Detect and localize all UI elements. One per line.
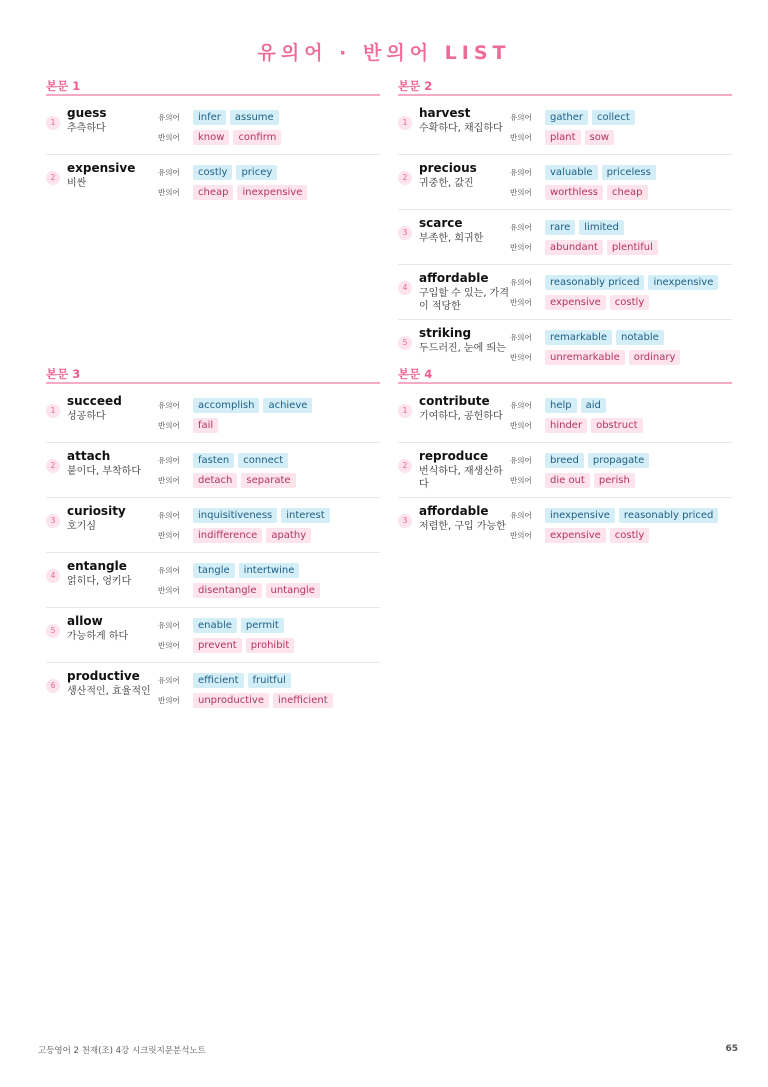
antonym-tag: plentiful: [607, 240, 658, 255]
synonym-row: [158, 506, 380, 525]
synonym-tag: inquisitiveness: [193, 508, 277, 523]
entry-list: [46, 100, 380, 209]
antonym-label: 반의어: [510, 133, 532, 142]
synonym-tags: [545, 398, 606, 413]
vocab-entry: [46, 608, 380, 663]
antonym-tags: [545, 528, 649, 543]
entry-number-badge: 1: [46, 116, 60, 130]
word-column: [67, 559, 157, 588]
antonym-label: 반의어: [158, 133, 180, 142]
vocab-entry: [398, 100, 732, 155]
relations: [158, 108, 380, 147]
vocab-word: harvest: [419, 106, 471, 120]
entry-number-badge: 4: [398, 281, 412, 295]
antonym-tags: [545, 130, 614, 145]
vocab-entry: [46, 498, 380, 553]
entry-list: [398, 388, 732, 552]
antonym-tag: untangle: [266, 583, 320, 598]
entry-number-badge: 5: [46, 624, 60, 638]
synonym-tags: [545, 110, 635, 125]
section-1: [46, 78, 380, 209]
antonym-tag: confirm: [233, 130, 281, 145]
antonym-tags: [193, 473, 296, 488]
relations: [510, 108, 732, 147]
synonym-tag: connect: [238, 453, 288, 468]
synonym-tags: [193, 110, 279, 125]
word-column: [67, 449, 157, 478]
relations: [158, 396, 380, 435]
vocab-meaning: 호기심: [67, 521, 96, 532]
synonym-label: 유의어: [158, 676, 180, 685]
antonym-tag: apathy: [266, 528, 311, 543]
synonym-row: [158, 396, 380, 415]
synonym-tags: [545, 330, 664, 345]
antonym-tag: prevent: [193, 638, 242, 653]
synonym-tag: notable: [616, 330, 664, 345]
vocab-word: succeed: [67, 394, 122, 408]
antonym-label: 반의어: [510, 188, 532, 197]
relations: [510, 396, 732, 435]
vocab-meaning: 붙이다, 부착하다: [67, 466, 141, 477]
synonym-tag: enable: [193, 618, 237, 633]
synonym-label: 유의어: [158, 566, 180, 575]
entry-number-badge: 5: [398, 336, 412, 350]
vocab-entry: [46, 100, 380, 155]
vocab-meaning: 구입할 수 있는, 가격이 적당한: [419, 288, 509, 312]
section-4: [398, 366, 732, 552]
synonym-row: [510, 218, 732, 237]
word-column: [419, 216, 509, 245]
synonym-row: [510, 451, 732, 470]
synonym-row: [158, 671, 380, 690]
relations: [510, 451, 732, 490]
word-column: [419, 326, 509, 355]
vocab-entry: [398, 155, 732, 210]
vocab-meaning: 두드러진, 눈에 띄는: [419, 343, 506, 354]
antonym-row: [158, 691, 380, 710]
synonym-tags: [545, 453, 649, 468]
word-column: [67, 106, 157, 135]
synonym-row: [158, 616, 380, 635]
entry-number-badge: 4: [46, 569, 60, 583]
antonym-row: [510, 526, 732, 545]
antonym-label: 반의어: [158, 696, 180, 705]
synonym-label: 유의어: [510, 456, 532, 465]
antonym-row: [158, 581, 380, 600]
vocab-meaning: 생산적인, 효율적인: [67, 686, 151, 697]
vocab-word: affordable: [419, 504, 489, 518]
antonym-tag: die out: [545, 473, 590, 488]
antonym-tag: detach: [193, 473, 237, 488]
antonym-row: [158, 183, 380, 202]
antonym-label: 반의어: [510, 353, 532, 362]
vocab-entry: [46, 388, 380, 443]
vocab-entry: [46, 663, 380, 717]
vocab-meaning: 부족한, 희귀한: [419, 233, 484, 244]
antonym-tags: [193, 418, 218, 433]
vocab-word: striking: [419, 326, 472, 340]
antonym-label: 반의어: [158, 476, 180, 485]
vocab-meaning: 저렴한, 구입 가능한: [419, 521, 506, 532]
vocab-word: precious: [419, 161, 477, 175]
word-column: [67, 394, 157, 423]
antonym-tag: fail: [193, 418, 218, 433]
vocab-meaning: 성공하다: [67, 411, 106, 422]
synonym-tag: remarkable: [545, 330, 612, 345]
synonym-label: 유의어: [510, 511, 532, 520]
vocab-word: entangle: [67, 559, 127, 573]
synonym-label: 유의어: [158, 621, 180, 630]
entry-number-badge: 1: [46, 404, 60, 418]
antonym-label: 반의어: [158, 641, 180, 650]
synonym-tag: valuable: [545, 165, 598, 180]
relations: [158, 616, 380, 655]
entry-number-badge: 6: [46, 679, 60, 693]
antonym-row: [510, 348, 732, 367]
word-column: [67, 669, 157, 698]
antonym-tag: unproductive: [193, 693, 269, 708]
vocab-word: affordable: [419, 271, 489, 285]
synonym-tag: aid: [581, 398, 606, 413]
synonym-label: 유의어: [158, 113, 180, 122]
antonym-row: [158, 471, 380, 490]
section-heading: 본문 3: [46, 366, 380, 384]
synonym-tags: [193, 508, 330, 523]
vocab-meaning: 기여하다, 공헌하다: [419, 411, 503, 422]
antonym-tag: cheap: [193, 185, 233, 200]
antonym-label: 반의어: [510, 476, 532, 485]
synonym-label: 유의어: [510, 223, 532, 232]
antonym-label: 반의어: [510, 421, 532, 430]
relations: [510, 273, 732, 312]
synonym-tag: interest: [281, 508, 329, 523]
antonym-label: 반의어: [510, 243, 532, 252]
antonym-tags: [545, 473, 635, 488]
antonym-tags: [545, 295, 649, 310]
relations: [158, 671, 380, 710]
synonym-tag: limited: [579, 220, 624, 235]
word-column: [67, 504, 157, 533]
synonym-tags: [545, 275, 718, 290]
antonym-tag: plant: [545, 130, 581, 145]
vocab-meaning: 추측하다: [67, 123, 106, 134]
vocab-entry: [46, 443, 380, 498]
vocab-meaning: 얽히다, 엉키다: [67, 576, 132, 587]
antonym-tag: perish: [594, 473, 635, 488]
relations: [510, 163, 732, 202]
antonym-tag: prohibit: [246, 638, 295, 653]
relations: [158, 506, 380, 545]
vocab-word: scarce: [419, 216, 463, 230]
antonym-row: [510, 471, 732, 490]
synonym-tag: breed: [545, 453, 584, 468]
antonym-tag: inexpensive: [237, 185, 307, 200]
synonym-row: [158, 451, 380, 470]
antonym-row: [510, 128, 732, 147]
entry-number-badge: 2: [398, 459, 412, 473]
antonym-row: [158, 526, 380, 545]
vocab-word: productive: [67, 669, 140, 683]
vocab-meaning: 가능하게 하다: [67, 631, 129, 642]
synonym-row: [510, 273, 732, 292]
antonym-label: 반의어: [158, 531, 180, 540]
antonym-tag: sow: [585, 130, 615, 145]
synonym-label: 유의어: [158, 456, 180, 465]
antonym-tag: costly: [610, 528, 649, 543]
entry-number-badge: 2: [398, 171, 412, 185]
synonym-tag: pricey: [236, 165, 277, 180]
antonym-tag: worthless: [545, 185, 603, 200]
synonym-tag: gather: [545, 110, 588, 125]
antonym-tag: inefficient: [273, 693, 333, 708]
antonym-tag: expensive: [545, 528, 606, 543]
vocab-entry: [46, 553, 380, 608]
vocab-entry: [398, 210, 732, 265]
antonym-tags: [193, 638, 294, 653]
word-column: [419, 106, 509, 135]
entry-number-badge: 1: [398, 116, 412, 130]
antonym-tag: abundant: [545, 240, 603, 255]
synonym-tags: [193, 673, 291, 688]
word-column: [419, 161, 509, 190]
synonym-label: 유의어: [158, 511, 180, 520]
antonym-label: 반의어: [158, 586, 180, 595]
antonym-tags: [193, 528, 311, 543]
vocab-word: reproduce: [419, 449, 489, 463]
synonym-label: 유의어: [158, 401, 180, 410]
synonym-tag: reasonably priced: [545, 275, 644, 290]
section-heading: 본문 4: [398, 366, 732, 384]
antonym-tags: [545, 185, 648, 200]
synonym-row: [158, 163, 380, 182]
synonym-tag: assume: [230, 110, 279, 125]
vocab-entry: [398, 265, 732, 320]
entry-number-badge: 3: [46, 514, 60, 528]
antonym-row: [158, 416, 380, 435]
synonym-tag: inexpensive: [545, 508, 615, 523]
entry-number-badge: 3: [398, 226, 412, 240]
entry-list: [398, 100, 732, 374]
synonym-tag: fruitful: [248, 673, 291, 688]
synonym-tag: intertwine: [239, 563, 300, 578]
section-3: [46, 366, 380, 717]
section-2: [398, 78, 732, 374]
antonym-label: 반의어: [158, 421, 180, 430]
vocab-word: attach: [67, 449, 111, 463]
entry-number-badge: 1: [398, 404, 412, 418]
antonym-tag: know: [193, 130, 229, 145]
vocab-meaning: 귀중한, 값진: [419, 178, 474, 189]
synonym-tag: reasonably priced: [619, 508, 718, 523]
word-column: [67, 614, 157, 643]
synonym-label: 유의어: [510, 168, 532, 177]
entry-number-badge: 3: [398, 514, 412, 528]
entry-number-badge: 2: [46, 171, 60, 185]
antonym-tags: [545, 240, 658, 255]
vocab-meaning: 번식하다, 재생산하다: [419, 466, 503, 490]
synonym-tags: [193, 398, 312, 413]
antonym-tag: costly: [610, 295, 649, 310]
synonym-row: [510, 328, 732, 347]
vocab-entry: [46, 155, 380, 209]
antonym-row: [510, 293, 732, 312]
vocab-entry: [398, 388, 732, 443]
antonym-tag: indifference: [193, 528, 262, 543]
synonym-tags: [193, 563, 299, 578]
antonym-tag: separate: [241, 473, 295, 488]
synonym-row: [510, 108, 732, 127]
antonym-tag: hinder: [545, 418, 587, 433]
synonym-tag: infer: [193, 110, 226, 125]
synonym-tag: accomplish: [193, 398, 259, 413]
antonym-tag: disentangle: [193, 583, 262, 598]
footer-text: 고등영어 2 천재(조) 4강 시크릿지문분석노트: [38, 1046, 206, 1056]
antonym-tags: [193, 185, 307, 200]
antonym-label: 반의어: [510, 531, 532, 540]
antonym-tag: unremarkable: [545, 350, 625, 365]
synonym-row: [158, 108, 380, 127]
antonym-label: 반의어: [510, 298, 532, 307]
synonym-label: 유의어: [510, 113, 532, 122]
antonym-tag: ordinary: [629, 350, 681, 365]
relations: [510, 506, 732, 545]
vocab-word: expensive: [67, 161, 136, 175]
section-heading: 본문 1: [46, 78, 380, 96]
vocab-meaning: 수확하다, 채집하다: [419, 123, 503, 134]
synonym-label: 유의어: [510, 333, 532, 342]
synonym-tags: [193, 453, 288, 468]
antonym-tag: expensive: [545, 295, 606, 310]
synonym-tag: tangle: [193, 563, 235, 578]
synonym-tags: [193, 618, 284, 633]
vocab-word: allow: [67, 614, 103, 628]
relations: [158, 561, 380, 600]
synonym-tag: inexpensive: [648, 275, 718, 290]
word-column: [419, 271, 509, 313]
antonym-row: [158, 636, 380, 655]
synonym-tags: [545, 220, 624, 235]
synonym-tag: costly: [193, 165, 232, 180]
antonym-tags: [545, 350, 680, 365]
relations: [510, 328, 732, 367]
word-column: [419, 449, 509, 491]
synonym-tag: priceless: [602, 165, 656, 180]
antonym-tag: cheap: [607, 185, 647, 200]
entry-list: [46, 388, 380, 717]
synonym-row: [510, 163, 732, 182]
synonym-tags: [545, 508, 718, 523]
synonym-tag: help: [545, 398, 577, 413]
synonym-tag: fasten: [193, 453, 234, 468]
synonym-tag: rare: [545, 220, 575, 235]
antonym-row: [510, 416, 732, 435]
antonym-row: [510, 238, 732, 257]
word-column: [419, 504, 509, 533]
vocab-meaning: 비싼: [67, 178, 87, 189]
synonym-tag: efficient: [193, 673, 244, 688]
synonym-tags: [193, 165, 277, 180]
synonym-tag: collect: [592, 110, 635, 125]
synonym-label: 유의어: [510, 401, 532, 410]
vocab-word: curiosity: [67, 504, 126, 518]
vocab-entry: [398, 498, 732, 552]
vocab-word: guess: [67, 106, 107, 120]
synonym-tag: propagate: [588, 453, 649, 468]
antonym-row: [510, 183, 732, 202]
vocab-word: contribute: [419, 394, 490, 408]
synonym-label: 유의어: [158, 168, 180, 177]
antonym-tags: [193, 130, 281, 145]
vocab-entry: [398, 443, 732, 498]
antonym-row: [158, 128, 380, 147]
entry-number-badge: 2: [46, 459, 60, 473]
antonym-tags: [545, 418, 643, 433]
synonym-label: 유의어: [510, 278, 532, 287]
relations: [158, 451, 380, 490]
word-column: [67, 161, 157, 190]
synonym-row: [510, 506, 732, 525]
synonym-tags: [545, 165, 656, 180]
page-title: 유의어 · 반의어 LIST: [257, 42, 511, 64]
relations: [158, 163, 380, 202]
synonym-tag: achieve: [263, 398, 312, 413]
antonym-label: 반의어: [158, 188, 180, 197]
antonym-tags: [193, 693, 333, 708]
word-column: [419, 394, 509, 423]
relations: [510, 218, 732, 257]
synonym-row: [158, 561, 380, 580]
synonym-tag: permit: [241, 618, 284, 633]
antonym-tag: obstruct: [591, 418, 642, 433]
section-heading: 본문 2: [398, 78, 732, 96]
synonym-row: [510, 396, 732, 415]
page-number: 65: [725, 1044, 738, 1054]
antonym-tags: [193, 583, 320, 598]
